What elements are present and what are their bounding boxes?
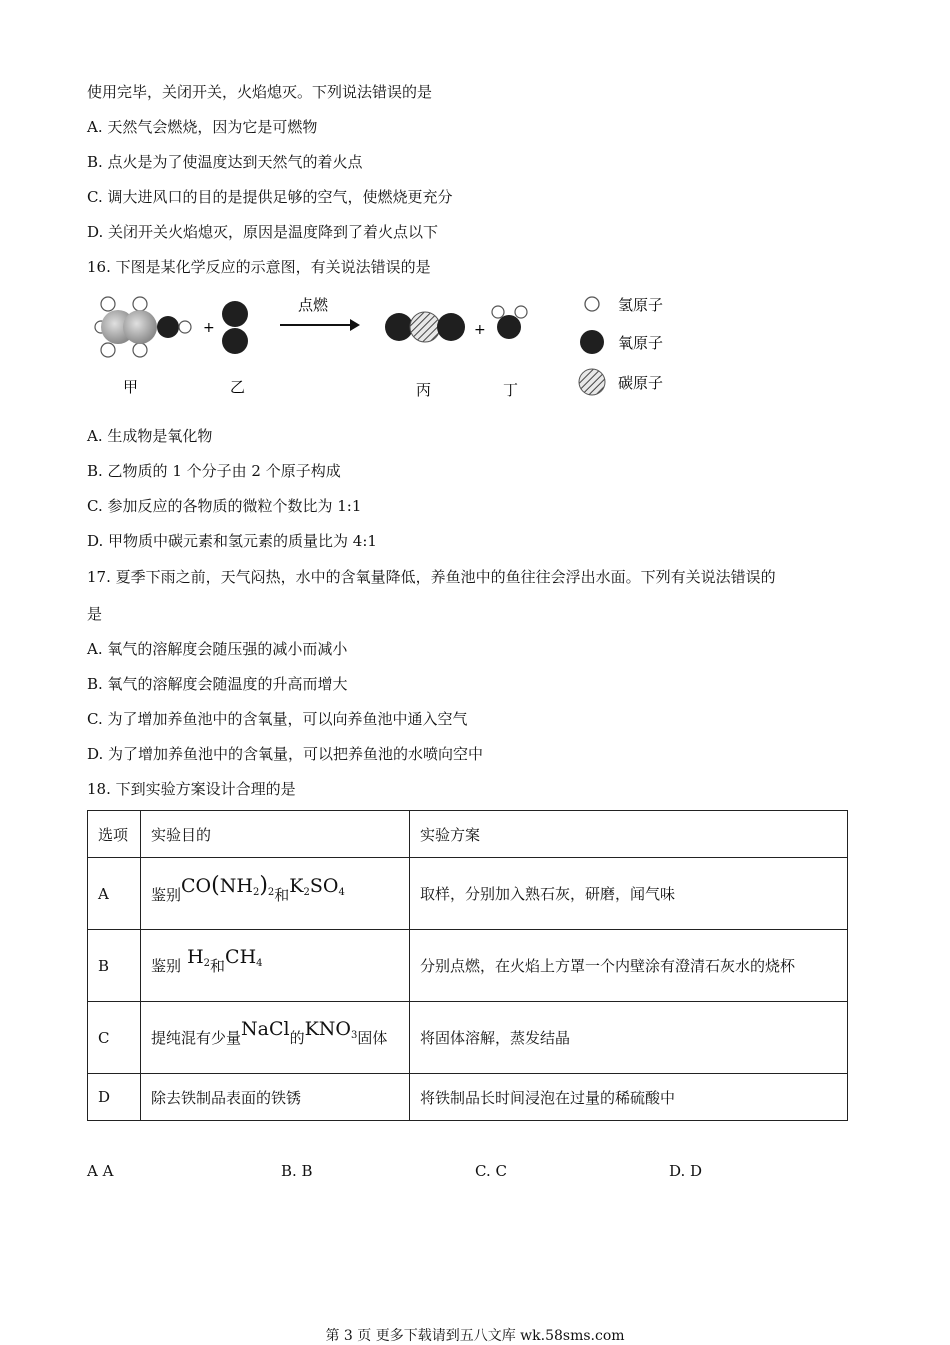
legend-hydrogen-label: 氢原子 (618, 296, 664, 314)
hydrogen-atom (101, 343, 115, 357)
answer-b: B. B (281, 1162, 313, 1180)
molecule-jia (95, 297, 191, 357)
oxygen-atom (385, 313, 413, 341)
row-plan: 分别点燃，在火焰上方罩一个内壁涂有澄清石灰水的烧杯 (410, 930, 848, 1002)
oxygen-atom (222, 328, 248, 354)
table-row (88, 858, 848, 930)
plus-sign-1: + (203, 320, 215, 336)
hydrogen-atom (133, 343, 147, 357)
oxygen-atom (222, 301, 248, 327)
q16-stem: 16. 下图是某化学反应的示意图，有关说法错误的是 (87, 258, 431, 276)
answer-a: A A (87, 1162, 114, 1180)
q15-option-b: B. 点火是为了使温度达到天然气的着火点 (87, 153, 363, 171)
row-option: B (88, 930, 141, 1002)
header-plan: 实验方案 (410, 811, 848, 858)
table-row (88, 930, 848, 1002)
q16-option-d: D. 甲物质中碳元素和氢元素的质量比为 4:1 (87, 532, 377, 550)
molecule-bing (385, 312, 465, 342)
legend-carbon-icon (579, 369, 605, 395)
oxygen-atom (497, 315, 521, 339)
arrow-label: 点燃 (297, 296, 329, 314)
arrow-head (350, 319, 360, 331)
q17-option-a: A. 氧气的溶解度会随压强的减小而减小 (87, 640, 348, 658)
row-purpose: 除去铁制品表面的铁锈 (141, 1074, 410, 1121)
molecule-ding (492, 306, 527, 339)
row-plan: 取样，分别加入熟石灰，研磨，闻气味 (410, 858, 848, 930)
oxygen-atom (437, 313, 465, 341)
row-plan: 将固体溶解，蒸发结晶 (410, 1002, 848, 1074)
page-footer: 第 3 页 更多下载请到五八文库 wk.58sms.com (325, 1328, 625, 1344)
label-yi: 乙 (230, 378, 246, 396)
row-option: D (88, 1074, 141, 1121)
plus-sign-2: + (474, 322, 486, 338)
legend (579, 296, 663, 395)
reaction-diagram (90, 292, 690, 404)
q17-option-d: D. 为了增加养鱼池中的含氧量，可以把养鱼池的水喷向空中 (87, 745, 484, 763)
legend-carbon-label: 碳原子 (618, 374, 664, 392)
q17-option-c: C. 为了增加养鱼池中的含氧量，可以向养鱼池中通入空气 (87, 710, 468, 728)
q17-option-b: B. 氧气的溶解度会随温度的升高而增大 (87, 675, 348, 693)
label-bing: 丙 (416, 381, 432, 399)
table-header-row (88, 811, 848, 858)
row-option: C (88, 1002, 141, 1074)
label-jia: 甲 (123, 378, 139, 396)
table-row (88, 1002, 848, 1074)
q15-option-c: C. 调大进风口的目的是提供足够的空气，使燃烧更充分 (87, 188, 453, 206)
row-purpose: 鉴别 $H_2$和$CH_4$ (141, 930, 410, 1002)
legend-hydrogen-icon (585, 297, 599, 311)
hydrogen-atom (101, 297, 115, 311)
answer-c: C. C (475, 1162, 507, 1180)
q15-option-a: A. 天然气会燃烧，因为它是可燃物 (87, 118, 318, 136)
q16-option-a: A. 生成物是氧化物 (87, 427, 213, 445)
oxygen-atom (157, 316, 179, 338)
header-purpose: 实验目的 (141, 811, 410, 858)
header-option: 选项 (88, 811, 141, 858)
q18-stem: 18. 下到实验方案设计合理的是 (87, 780, 296, 798)
q17-stem-line1: 17. 夏季下雨之前，天气闷热，水中的含氧量降低，养鱼池中的鱼往往会浮出水面。下列有关说法错误的 (87, 568, 776, 586)
table-row (88, 1074, 848, 1121)
legend-oxygen-icon (580, 330, 604, 354)
q15-option-d: D. 关闭开关火焰熄灭，原因是温度降到了着火点以下 (87, 223, 439, 241)
q15-stem-tail: 使用完毕，关闭开关，火焰熄灭。下列说法错误的是 (87, 83, 433, 101)
row-plan: 将铁制品长时间浸泡在过量的稀硫酸中 (410, 1074, 848, 1121)
row-option: A (88, 858, 141, 930)
q16-option-b: B. 乙物质的 1 个分子由 2 个原子构成 (87, 462, 341, 480)
carbon-atom (123, 310, 157, 344)
row-purpose: 鉴别$CO(NH_2)_2$和$K_2SO_4$ (141, 858, 410, 930)
hydrogen-atom (515, 306, 527, 318)
answer-d: D. D (669, 1162, 703, 1180)
q18-table (87, 810, 848, 1121)
molecule-yi (222, 301, 248, 354)
q18-answer-choices (87, 1162, 857, 1182)
hydrogen-atom (492, 306, 504, 318)
q16-option-c: C. 参加反应的各物质的微粒个数比为 1:1 (87, 497, 362, 515)
carbon-atom (410, 312, 440, 342)
legend-oxygen-label: 氧原子 (618, 334, 664, 352)
q17-stem-line2: 是 (87, 605, 103, 623)
hydrogen-atom (179, 321, 191, 333)
label-ding: 丁 (503, 381, 519, 399)
row-purpose: 提纯混有少量NaCl的$KNO_3$固体 (141, 1002, 410, 1074)
hydrogen-atom (133, 297, 147, 311)
